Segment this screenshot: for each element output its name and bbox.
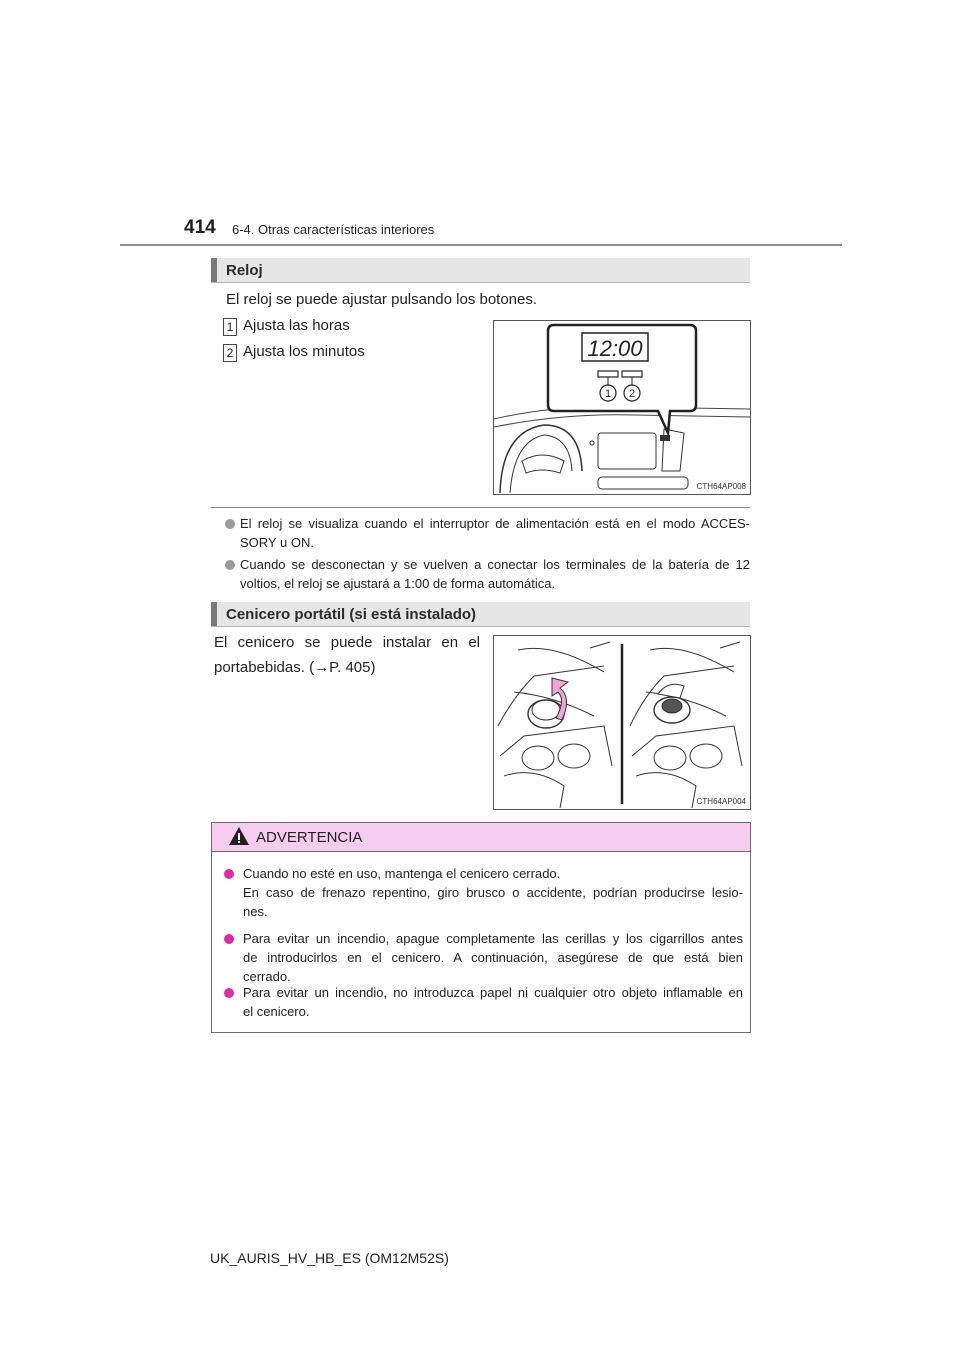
- warning-title: ADVERTENCIA: [256, 829, 363, 846]
- callout-1: 1: [604, 388, 612, 400]
- warning-item-2: [243, 929, 743, 986]
- warning-item-1-line-2: En caso de frenazo repentino, giro brusco o accidente, podrían producirse lesio-: [243, 885, 743, 900]
- section-title: 6-4. Otras características interiores: [232, 222, 435, 237]
- warning-bullet: [224, 869, 234, 879]
- warning-bullet: [224, 934, 234, 944]
- figure-code: CTH64AP004: [696, 797, 746, 806]
- section-header-clock: [211, 258, 750, 283]
- section-header-ashtray: [211, 602, 750, 627]
- note-bullet: [225, 519, 235, 529]
- ashtray-illustration: [493, 635, 751, 810]
- figure-code: CTH64AP008: [696, 482, 746, 491]
- ashtray-text-line-1: El cenicero se puede instalar en el: [214, 634, 480, 651]
- note-1: [240, 514, 750, 552]
- warning-item-3-line-2: el cenicero.: [243, 1004, 310, 1019]
- document-code: UK_AURIS_HV_HB_ES (OM12M52S): [210, 1250, 449, 1266]
- callout-2: 2: [628, 388, 636, 400]
- warning-item-2-line-3: cerrado.: [243, 969, 291, 984]
- section-header-title: Cenicero portátil (si está instalado): [226, 606, 477, 623]
- warning-box: [211, 822, 751, 1033]
- clock-intro: El reloj se puede ajustar pulsando los botones.: [226, 291, 538, 308]
- warning-item-1: [243, 864, 743, 921]
- ashtray-text-line-2: portabebidas. (→P. 405): [214, 659, 376, 676]
- section-marker: [211, 602, 217, 626]
- warning-item-1-line-3: nes.: [243, 904, 268, 919]
- item-text-1: Ajusta las horas: [243, 317, 350, 334]
- note-2: [240, 555, 750, 593]
- clock-display-value: 12:00: [587, 336, 643, 361]
- warning-item-1-line-1: Cuando no esté en uso, mantenga el cenicero cerrado.: [243, 866, 561, 881]
- item-text-2: Ajusta los minutos: [243, 343, 365, 360]
- item-number-1: 1: [223, 318, 237, 336]
- section-header-title: Reloj: [226, 262, 263, 279]
- warning-bullet: [224, 988, 234, 998]
- note-bullet: [225, 560, 235, 570]
- page-number: 414: [184, 217, 216, 238]
- warning-item-3-line-1: Para evitar un incendio, no introduzca papel ni cualquier otro objeto inflamable en: [243, 985, 743, 1000]
- note-1-line-2: SORY u ON.: [240, 535, 314, 550]
- dashboard-drawing: [494, 321, 750, 494]
- warning-triangle-icon: [228, 826, 250, 846]
- warning-item-2-line-2: de introducirlos en el cenicero. A continuación, asegúrese de que está bien: [243, 950, 743, 965]
- cupholder-drawing: [494, 636, 750, 809]
- warning-item-2-line-1: Para evitar un incendio, apague completamente las cerillas y los cigarrillos antes: [243, 931, 743, 946]
- item-number-2: 2: [223, 344, 237, 362]
- section-marker: [211, 258, 217, 282]
- warning-item-3: [243, 983, 743, 1021]
- note-2-line-1: Cuando se desconectan y se vuelven a conectar los terminales de la batería de 12: [240, 557, 750, 572]
- note-2-line-2: voltios, el reloj se ajustará a 1:00 de forma automática.: [240, 576, 556, 591]
- note-1-line-1: El reloj se visualiza cuando el interruptor de alimentación está en el modo ACCES-: [240, 516, 750, 531]
- clock-illustration: [493, 320, 751, 495]
- notes-divider: [211, 507, 750, 508]
- header-divider: [120, 244, 842, 246]
- warning-header: [212, 823, 750, 852]
